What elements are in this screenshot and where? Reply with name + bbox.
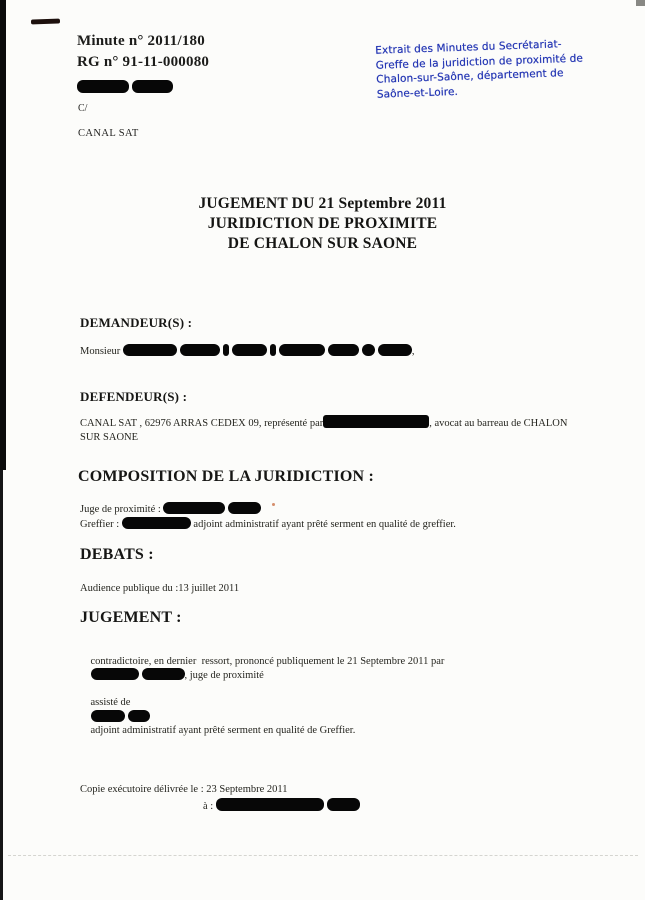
redaction-bar xyxy=(228,502,261,514)
scan-dash-mark xyxy=(31,18,60,24)
judge-name-redacted xyxy=(163,502,261,514)
judgment-title xyxy=(0,194,645,254)
title-line-2: JURIDICTION DE PROXIMITE xyxy=(207,215,438,232)
redaction-bar xyxy=(180,344,220,356)
judge-name-redacted xyxy=(91,668,185,680)
defendeur-text-after-1: , avocat au barreau de CHALON xyxy=(429,418,568,429)
composition-heading: COMPOSITION DE LA JURIDICTION : xyxy=(78,468,375,485)
redaction-bar xyxy=(232,344,267,356)
defendeur-text-before: CANAL SAT , 62976 ARRAS CEDEX 09, représenté par xyxy=(80,418,324,429)
recipient-name-redacted xyxy=(216,798,360,811)
claimant-name-redacted xyxy=(77,80,173,93)
stamp-line: Chalon-sur-Saône, département de xyxy=(376,67,564,86)
redaction-bar xyxy=(132,80,173,93)
versus-label: C/ xyxy=(78,103,88,114)
redaction-bar xyxy=(142,668,185,680)
defendeur-text-after-2: SUR SAONE xyxy=(80,431,139,443)
greffier-text: adjoint administratif ayant prêté serment en qualité de greffier. xyxy=(193,519,456,530)
redaction-bar xyxy=(122,517,191,529)
redaction-bar xyxy=(91,710,125,722)
juge-label: Juge de proximité : xyxy=(80,504,161,515)
title-line-1: JUGEMENT DU 21 Septembre 2011 xyxy=(198,195,447,212)
redaction-bar xyxy=(216,798,324,811)
redaction-bar xyxy=(327,798,360,811)
demandeur-line xyxy=(80,344,620,359)
redaction-bar xyxy=(362,344,375,356)
redaction-bar xyxy=(163,502,225,514)
redaction-bar xyxy=(323,415,429,428)
redaction-bar xyxy=(77,80,129,93)
case-numbers xyxy=(77,31,209,73)
scan-edge-strip xyxy=(0,470,3,900)
demandeur-heading: DEMANDEUR(S) : xyxy=(80,315,193,330)
minute-number: Minute n° 2011/180 xyxy=(77,33,205,49)
redaction-bar xyxy=(128,710,150,722)
audience-line: Audience publique du :13 juillet 2011 xyxy=(80,583,240,594)
redaction-bar xyxy=(328,344,359,356)
redaction-bar xyxy=(378,344,412,356)
greffier-label: Greffier : xyxy=(80,519,120,530)
jugement-line2-prefix: assisté de xyxy=(90,697,131,708)
redaction-bar xyxy=(223,344,229,356)
stamp-line: Saône-et-Loire. xyxy=(376,85,459,101)
redaction-bar xyxy=(91,668,139,680)
title-line-3: DE CHALON SUR SAONE xyxy=(227,235,418,252)
redaction-bar xyxy=(270,344,276,356)
greffier-line xyxy=(80,517,600,532)
copie-line: Copie exécutoire délivrée le : 23 Septembre 2011 xyxy=(80,784,288,795)
jugement-paragraph xyxy=(80,641,585,751)
jugement-text-mid: , juge de proximité xyxy=(184,670,264,681)
stamp-line: Extrait des Minutes du Secrétariat- xyxy=(375,38,562,57)
stamp-line: Greffe de la juridiction de proximité de xyxy=(375,52,584,72)
jugement-text-after: adjoint administratif ayant prêté serment en qualité de Greffier. xyxy=(90,725,356,736)
registry-stamp xyxy=(375,36,592,101)
redaction-bar xyxy=(279,344,325,356)
defendeur-paragraph xyxy=(80,415,580,444)
faint-horizontal-line xyxy=(8,855,638,856)
scan-corner-speck xyxy=(636,0,645,6)
demandeur-prefix: Monsieur xyxy=(80,346,121,357)
jugement-text-before: contradictoire, en dernier ressort, prononcé publiquement le 21 Septembre 2011 par xyxy=(90,655,445,667)
jugement-heading: JUGEMENT : xyxy=(80,609,182,626)
copie-recipient-label: à : xyxy=(203,801,214,812)
demandeur-suffix: , xyxy=(411,346,415,357)
rg-number: RG n° 91-11-000080 xyxy=(77,54,210,70)
redaction-bar xyxy=(123,344,177,356)
juge-line xyxy=(80,502,600,517)
clerk-name-redacted xyxy=(91,710,150,722)
debats-heading: DEBATS : xyxy=(80,546,154,563)
claimant-full-name-redacted xyxy=(123,344,412,356)
defendeur-heading: DEFENDEUR(S) : xyxy=(80,389,188,404)
defendant-name-header: CANAL SAT xyxy=(78,128,139,139)
copie-recipient-line xyxy=(203,798,360,814)
